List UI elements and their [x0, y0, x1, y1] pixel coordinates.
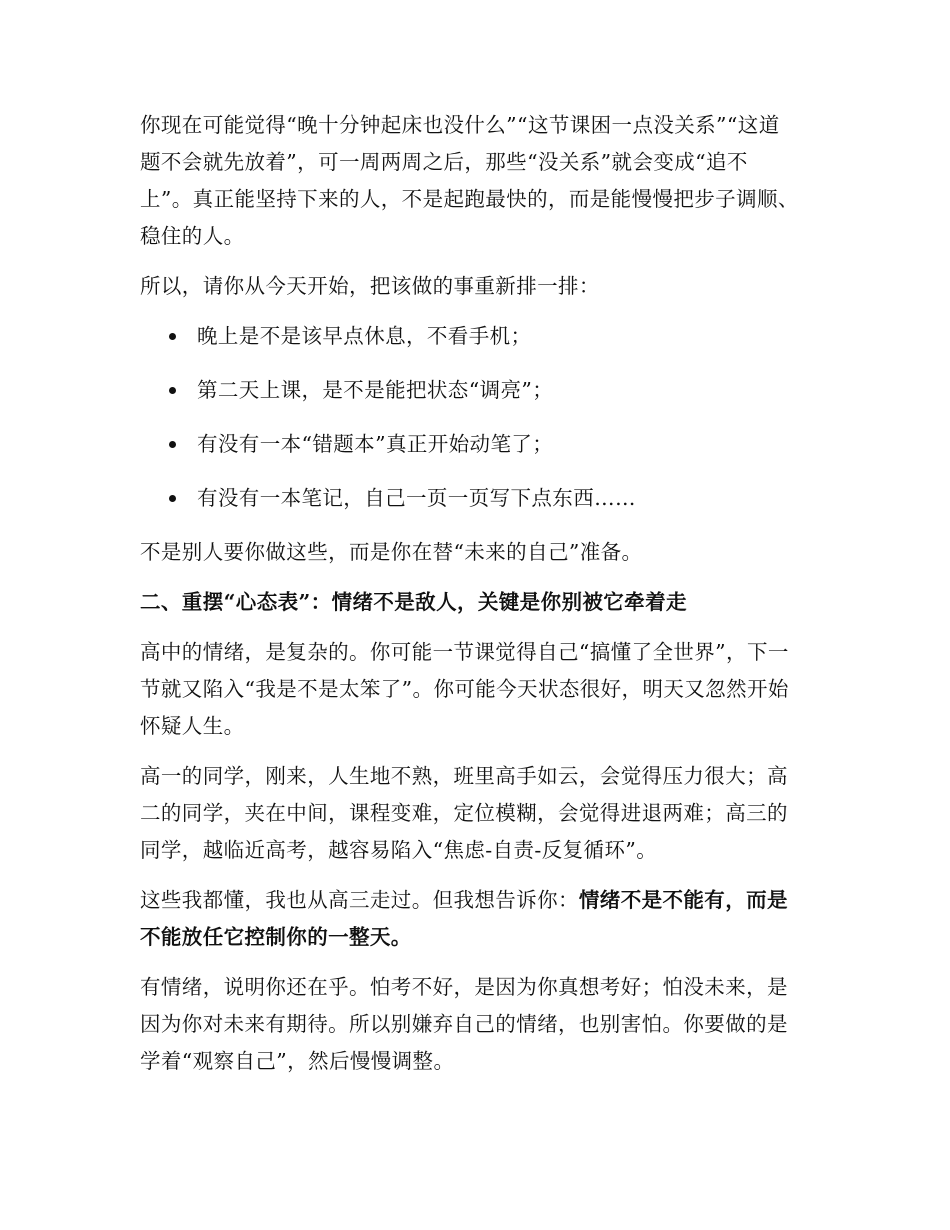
paragraph-3: 不是别人要你做这些，而是你在替“未来的自己”准备。: [140, 540, 643, 564]
document-page: [140, 107, 800, 1093]
list-item-text: 有没有一本笔记，自己一页一页写下点东西……: [197, 486, 636, 510]
paragraph-5: 高一的同学，刚来，人生地不熟，班里高手如云，会觉得压力很大；高二的同学，夹在中间，课程变难，定位模糊，会觉得进退两难；高三的同学，越临近高考，越容易陷入“焦虑-自责-反复循环”。: [140, 764, 788, 862]
bullet-dot-icon: [169, 495, 176, 502]
paragraph-6: [140, 882, 800, 956]
list-item: [140, 318, 800, 355]
paragraph-6-emphasis: 情绪不是不能有，而是不能放任它控制你的一整天。: [140, 888, 788, 949]
bullet-dot-icon: [169, 441, 176, 448]
bullet-list: [140, 318, 800, 517]
section-heading: 二、重摆“心态表”：情绪不是敌人，关键是你别被它牵着走: [140, 590, 687, 614]
bullet-dot-icon: [169, 333, 176, 340]
list-item-text: 晚上是不是该早点休息，不看手机；: [197, 324, 532, 348]
list-item: [140, 480, 800, 517]
paragraph-2: 所以，请你从今天开始，把该做的事重新排一排：: [140, 274, 600, 298]
list-item-text: 有没有一本“错题本”真正开始动笔了；: [197, 432, 554, 456]
list-item: [140, 426, 800, 463]
paragraph-6-text: 这些我都懂，我也从高三走过。但我想告诉你：: [140, 888, 579, 912]
paragraph-1: 你现在可能觉得“晚十分钟起床也没什么”“这节课困一点没关系”“这道题不会就先放着”，可一周两周之后，那些“没关系”就会变成“追不上”。真正能坚持下来的人，不是起跑最快的，而是能慢慢把步子调顺、稳住的人。: [140, 113, 799, 248]
list-item: [140, 372, 800, 409]
list-item-text: 第二天上课，是不是能把状态“调亮”；: [197, 378, 554, 402]
paragraph-7: 有情绪，说明你还在乎。怕考不好，是因为你真想考好；怕没未来，是因为你对未来有期待。所以别嫌弃自己的情绪，也别害怕。你要做的是学着“观察自己”，然后慢慢调整。: [140, 975, 788, 1073]
paragraph-4: 高中的情绪，是复杂的。你可能一节课觉得自己“搞懂了全世界”，下一节就又陷入“我是不是太笨了”。你可能今天状态很好，明天又忽然开始怀疑人生。: [140, 640, 789, 738]
bullet-dot-icon: [169, 387, 176, 394]
